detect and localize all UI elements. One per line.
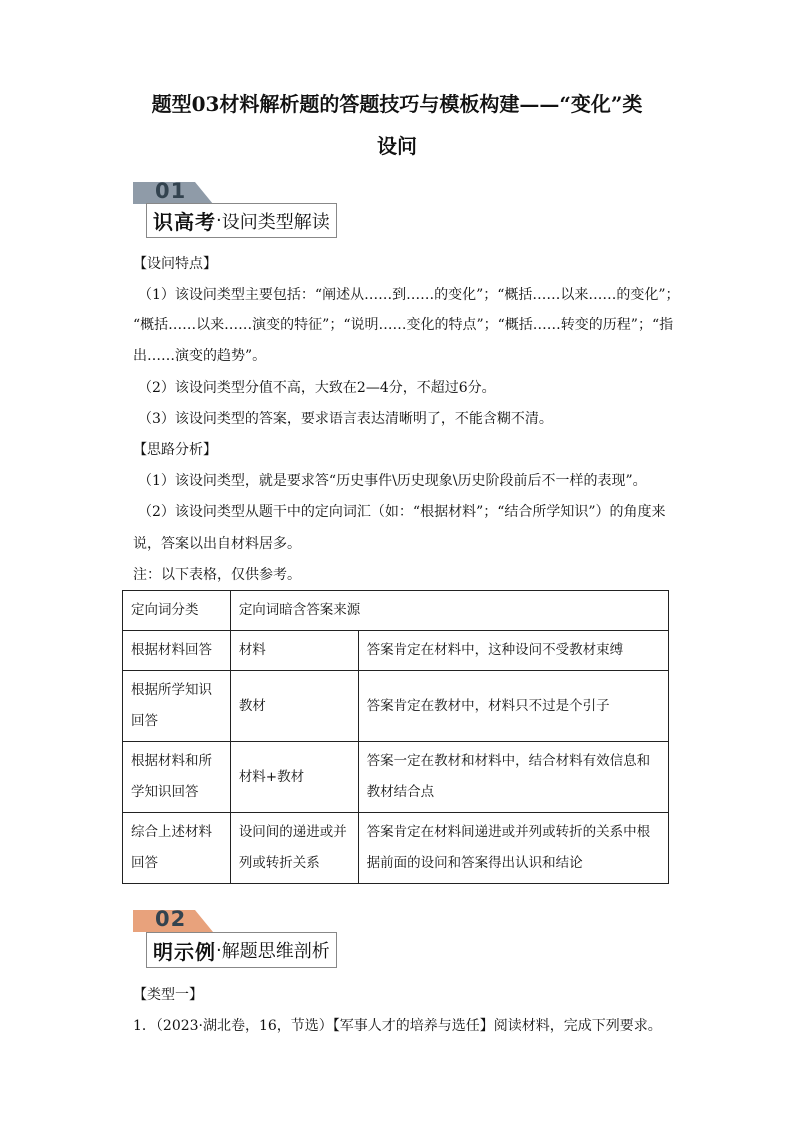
table-cell: 根据材料回答 (123, 631, 231, 671)
section-title-weak: 解题思维剖析 (221, 941, 330, 962)
section-title-separator: · (216, 939, 222, 961)
example-type-label: 【类型一】 (133, 987, 203, 1003)
section-title-box (146, 932, 337, 968)
page-title-line-1: 题型03材料解析题的答题技巧与模板构建——“变化”类 (151, 92, 643, 116)
table-cell: 材料 (230, 631, 358, 671)
section-title-weak: 设问类型解读 (221, 211, 330, 233)
section-number: 01 (155, 179, 187, 203)
paragraph-line: （1）该设问类型，就是要求答“历史事件\历史现象\历史阶段前后不一样的表现”。 (138, 473, 647, 489)
paragraph-line: （1）该设问类型主要包括：“阐述从……到……的变化”；“概括……以来……的变化”； (138, 287, 680, 303)
heading-features: 【设问特点】 (133, 256, 217, 272)
table-cell: 设问间的递进或并列或转折关系 (230, 813, 358, 884)
table-cell: 答案肯定在材料中，这种设问不受教材束缚 (358, 631, 668, 671)
page-title-line-2: 设问 (377, 134, 417, 158)
table-cell: 答案一定在教材和材料中，结合材料有效信息和教材结合点 (358, 742, 668, 813)
section-number: 02 (155, 907, 187, 931)
table-cell: 根据所学知识回答 (123, 671, 231, 742)
table-row (123, 813, 669, 884)
table-row (123, 671, 669, 742)
table-row (123, 631, 669, 671)
section-title-box (146, 203, 337, 238)
table-cell: 根据材料和所学知识回答 (123, 742, 231, 813)
heading-analysis: 【思路分析】 (133, 442, 217, 458)
section-title-strong: 识高考 (153, 210, 216, 234)
paragraph-line: 出……演变的趋势”。 (133, 348, 267, 364)
table-note: 注：以下表格，仅供参考。 (133, 567, 301, 583)
paragraph-line: （2）该设问类型从题干中的定向词汇（如：“根据材料”；“结合所学知识”）的角度来 (138, 504, 666, 520)
table-row (123, 742, 669, 813)
paragraph-line: “概括……以来……演变的特征”；“说明……变化的特点”；“概括……转变的历程”；“指 (133, 317, 674, 333)
table-cell: 答案肯定在材料间递进或并列或转折的关系中根据前面的设问和答案得出认识和结论 (358, 813, 668, 884)
reference-table (122, 590, 669, 884)
table-cell: 综合上述材料回答 (123, 813, 231, 884)
example-question: 1．（2023·湖北卷，16，节选）【军事人才的培养与选任】阅读材料，完成下列要求。 (133, 1018, 662, 1034)
paragraph-line: （2）该设问类型分值不高，大致在2—4分，不超过6分。 (138, 380, 496, 396)
paragraph-line: （3）该设问类型的答案，要求语言表达清晰明了，不能含糊不清。 (138, 411, 553, 427)
section-title-strong: 明示例 (153, 939, 216, 964)
paragraph-line: 说，答案以出自材料居多。 (133, 536, 301, 552)
table-header-row (123, 591, 669, 631)
table-cell: 答案肯定在教材中，材料只不过是个引子 (358, 671, 668, 742)
table-header-cell: 定向词分类 (123, 591, 231, 631)
table-header-cell: 定向词暗含答案来源 (230, 591, 668, 631)
section-title-separator: · (216, 210, 222, 231)
table-cell: 教材 (230, 671, 358, 742)
table-cell: 材料+教材 (230, 742, 358, 813)
